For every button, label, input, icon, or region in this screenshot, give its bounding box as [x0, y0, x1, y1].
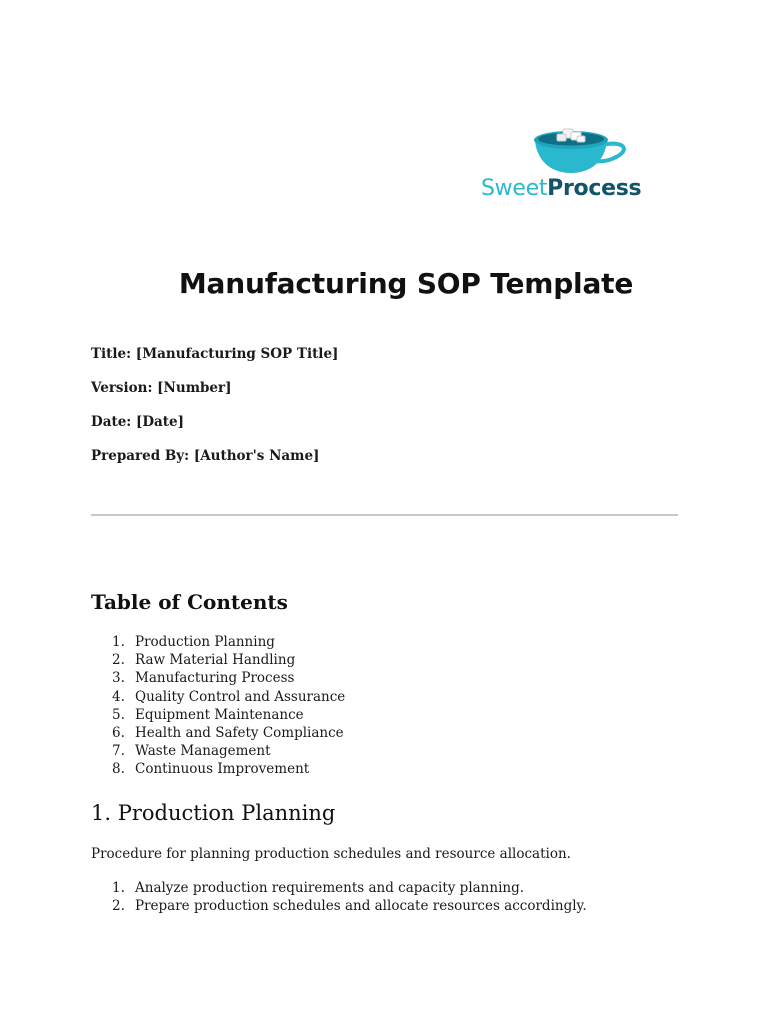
procedure-step — [104, 879, 587, 897]
step-label: Prepare production schedules and allocate resources accordingly. — [135, 898, 587, 915]
meta-title: Title: [Manufacturing SOP Title] — [91, 346, 339, 362]
toc-item-label: Manufacturing Process — [135, 670, 295, 687]
step-label: Analyze production requirements and capacity planning. — [135, 880, 525, 896]
toc-item — [104, 706, 345, 724]
toc-item-number: 6. — [112, 724, 125, 741]
logo-word-process: Process — [547, 176, 642, 201]
step-number: 1. — [112, 880, 125, 896]
procedure-step — [104, 897, 587, 915]
toc-item-number: 7. — [112, 743, 125, 760]
sweetprocess-logo — [474, 98, 678, 232]
toc-list — [104, 633, 345, 779]
toc-item-label: Quality Control and Assurance — [135, 688, 346, 705]
toc-item-label: Health and Safety Compliance — [135, 724, 344, 741]
logo-word-sweet: Sweet — [481, 176, 548, 201]
toc-item-number: 3. — [112, 670, 125, 687]
toc-item-number: 2. — [112, 652, 125, 669]
document-title: Manufacturing SOP Template — [178, 267, 634, 300]
toc-item-label: Continuous Improvement — [135, 761, 310, 778]
section-heading: 1. Production Planning — [91, 801, 336, 825]
toc-item-number: 8. — [112, 761, 125, 778]
toc-item — [104, 760, 345, 778]
meta-version: Version: [Number] — [91, 380, 232, 396]
toc-item — [104, 633, 345, 651]
toc-item-number: 4. — [112, 688, 125, 705]
procedure-steps-list — [104, 879, 587, 915]
toc-item-number: 5. — [112, 706, 125, 723]
meta-prepared-by: Prepared By: [Author's Name] — [91, 448, 320, 464]
horizontal-divider — [91, 514, 678, 516]
section-paragraph: Procedure for planning production schedules and resource allocation. — [91, 846, 571, 862]
toc-item-label: Raw Material Handling — [135, 652, 296, 669]
toc-heading: Table of Contents — [91, 590, 288, 614]
toc-item-label: Equipment Maintenance — [135, 706, 304, 723]
toc-item — [104, 724, 345, 742]
teacup-icon — [474, 98, 678, 178]
logo-wordmark — [481, 176, 681, 201]
toc-item — [104, 688, 345, 706]
meta-date: Date: [Date] — [91, 414, 185, 430]
toc-item-number: 1. — [112, 634, 125, 650]
step-number: 2. — [112, 898, 125, 915]
toc-item-label: Waste Management — [135, 743, 271, 760]
toc-item — [104, 669, 345, 687]
toc-item-label: Production Planning — [135, 634, 275, 650]
toc-item — [104, 651, 345, 669]
toc-item — [104, 742, 345, 760]
